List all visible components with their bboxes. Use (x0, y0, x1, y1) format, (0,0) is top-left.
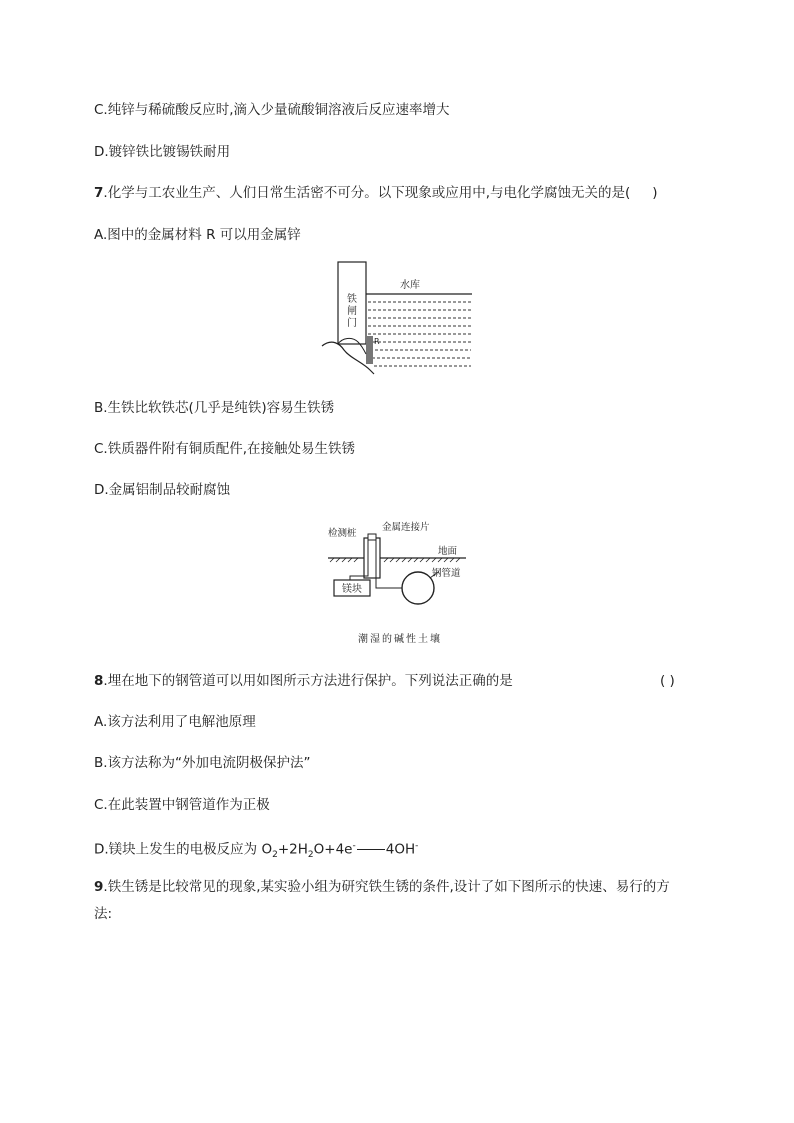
test-pile (364, 538, 380, 578)
q8-option-d-prefix: D.镁块上发生的电极反应为 O (94, 841, 273, 858)
gate-label-1: 铁 (347, 294, 357, 305)
q7-stem (94, 183, 658, 203)
q7-close-paren: ) (652, 185, 658, 201)
q7-option-a: A.图中的金属材料 R 可以用金属锌 (94, 227, 301, 243)
subscript-2b: 2 (307, 850, 314, 861)
steel-pipe-label: 钢管道 (432, 568, 461, 579)
ground-label: 地面 (438, 546, 458, 557)
r-label: R (374, 337, 380, 346)
subscript-2: 2 (272, 850, 278, 861)
gate-label-2: 闸 (347, 306, 357, 317)
metal-r-block (366, 336, 373, 364)
metal-sheet-label: 金属连接片 (382, 522, 430, 533)
q8-option-a: A.该方法利用了电解池原理 (94, 714, 256, 730)
steel-pipe (402, 572, 434, 604)
q8-stem (94, 671, 513, 691)
q6-option-c: C.纯锌与稀硫酸反应时,滴入少量硫酸铜溶液后反应速率增大 (94, 102, 450, 118)
superscript-minus-2: - (415, 841, 419, 851)
q8-option-c: C.在此装置中钢管道作为正极 (94, 797, 270, 813)
figure2-caption: 潮湿的碱性土壤 (358, 634, 442, 645)
q9-stem-line2: 法: (94, 906, 113, 922)
products: 4OH (385, 841, 416, 858)
figure-cathodic-protection (326, 518, 474, 648)
q7-option-b: B.生铁比软铁芯(几乎是纯铁)容易生铁锈 (94, 400, 335, 416)
reservoir-label: 水库 (400, 280, 420, 291)
mg-block-label: 镁块 (342, 584, 362, 595)
q9-stem-line1 (94, 877, 670, 897)
equation-arrow (357, 849, 385, 850)
superscript-minus: - (352, 841, 356, 851)
q8-stem-text: .埋在地下的钢管道可以用如图所示方法进行保护。下列说法正确的是 (103, 673, 513, 689)
figure-iron-gate-reservoir (318, 258, 476, 376)
q7-option-c: C.铁质器件附有铜质配件,在接触处易生铁锈 (94, 441, 356, 457)
q7-option-d: D.金属铝制品较耐腐蚀 (94, 482, 231, 498)
q7-stem-text: .化学与工农业生产、人们日常生活密不可分。以下现象或应用中,与电化学腐蚀无关的是( (103, 185, 631, 201)
q8-answer-paren: ( ) (660, 673, 675, 689)
water-dashes (368, 302, 471, 366)
q8-option-d (94, 836, 418, 865)
metal-connector (368, 534, 376, 540)
o-plus-4e: O+4e (313, 841, 353, 858)
plus-2h: +2H (277, 841, 308, 858)
q6-option-d: D.镀锌铁比镀锡铁耐用 (94, 144, 231, 160)
q9-number: 9 (94, 879, 104, 895)
test-pile-label: 检测桩 (328, 528, 357, 539)
q9-stem-text: .铁生锈是比较常见的现象,某实验小组为研究铁生锈的条件,设计了如下图所示的快速、易行的方 (103, 879, 670, 895)
q8-number: 8 (94, 673, 104, 689)
q8-option-b: B.该方法称为“外加电流阴极保护法” (94, 755, 311, 771)
gate-label-3: 门 (347, 318, 357, 329)
q7-number: 7 (94, 185, 104, 201)
